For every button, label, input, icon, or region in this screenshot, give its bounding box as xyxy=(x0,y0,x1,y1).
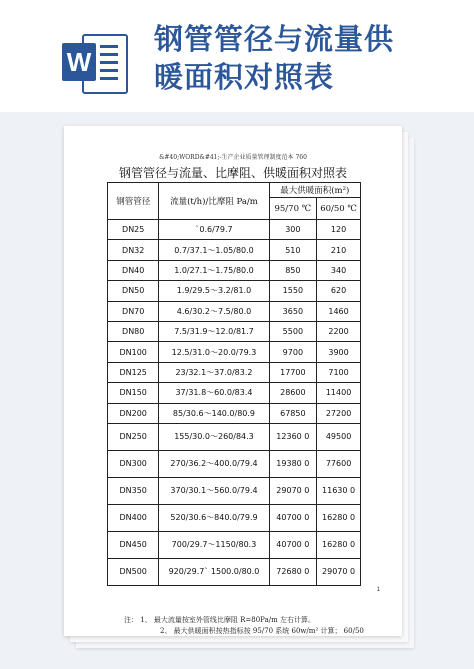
area-60-50-cell: 7100 xyxy=(317,362,361,382)
table-row xyxy=(108,423,361,450)
pipe-table xyxy=(107,182,361,586)
flow-cell: 23/32.1～37.0/83.2 xyxy=(159,362,269,382)
area-60-50-cell: 1460 xyxy=(317,301,361,321)
area-95-70-cell: 40700 0 xyxy=(269,531,317,558)
col-header-95-70: 95/70 ℃ xyxy=(269,198,317,220)
pipe-cell: DN40 xyxy=(108,260,159,280)
col-header-flow: 流量(t/h)/比摩阻 Pa/m xyxy=(159,183,269,220)
col-header-pipe: 钢管管径 xyxy=(108,183,159,220)
table-row xyxy=(108,321,361,341)
pipe-cell: DN200 xyxy=(108,403,159,423)
pipe-cell: DN400 xyxy=(108,504,159,531)
table-row xyxy=(108,220,361,240)
document-page xyxy=(64,126,402,636)
area-60-50-cell: 11630 0 xyxy=(317,477,361,504)
banner xyxy=(0,0,474,112)
pipe-cell: DN150 xyxy=(108,383,159,403)
area-60-50-cell: 3900 xyxy=(317,342,361,362)
area-95-70-cell: 67850 xyxy=(269,403,317,423)
area-95-70-cell: 17700 xyxy=(269,362,317,382)
area-95-70-cell: 12360 0 xyxy=(269,423,317,450)
pipe-cell: DN32 xyxy=(108,240,159,260)
area-95-70-cell: 1550 xyxy=(269,281,317,301)
table-row xyxy=(108,450,361,477)
page-number: 1 xyxy=(376,587,380,593)
area-95-70-cell: 300 xyxy=(269,220,317,240)
pipe-cell: DN450 xyxy=(108,531,159,558)
table-row xyxy=(108,531,361,558)
area-60-50-cell: 16280 0 xyxy=(317,504,361,531)
note-1: 注： 1、 最大流量按室外管线比摩阻 R=80Pa/m 左右计算。 xyxy=(124,616,315,624)
area-95-70-cell: 40700 0 xyxy=(269,504,317,531)
flow-cell: 520/30.6～840.0/79.9 xyxy=(159,504,269,531)
table-row xyxy=(108,558,361,585)
document-header: &#40;WORD&#41;-生产企业质量管理制度范本 760 xyxy=(159,154,307,161)
flow-cell: 7.5/31.9～12.0/81.7 xyxy=(159,321,269,341)
area-60-50-cell: 11400 xyxy=(317,383,361,403)
area-60-50-cell: 620 xyxy=(317,281,361,301)
document-title: 钢管管径与流量、比摩阻、供暖面积对照表 xyxy=(118,166,347,180)
table-row xyxy=(108,383,361,403)
flow-cell: 85/30.6～140.0/80.9 xyxy=(159,403,269,423)
pipe-cell: DN350 xyxy=(108,477,159,504)
area-95-70-cell: 28600 xyxy=(269,383,317,403)
pipe-cell: DN500 xyxy=(108,558,159,585)
pipe-cell: DN80 xyxy=(108,321,159,341)
table-row xyxy=(108,260,361,280)
area-60-50-cell: 120 xyxy=(317,220,361,240)
pipe-cell: DN50 xyxy=(108,281,159,301)
pipe-cell: DN250 xyxy=(108,423,159,450)
area-95-70-cell: 850 xyxy=(269,260,317,280)
table-row xyxy=(108,504,361,531)
note-2: 2、 最大供暖面积按热指标按 95/70 系统 60w/m² 计算； 60/50 xyxy=(160,627,364,635)
flow-cell: 12.5/31.0～20.0/79.3 xyxy=(159,342,269,362)
area-95-70-cell: 3650 xyxy=(269,301,317,321)
word-document-icon xyxy=(62,31,126,93)
word-logo-letter: W xyxy=(62,43,96,81)
col-header-60-50: 60/50 ℃ xyxy=(317,198,361,220)
area-60-50-cell: 16280 0 xyxy=(317,531,361,558)
flow-cell: 1.9/29.5～3.2/81.0 xyxy=(159,281,269,301)
flow-cell: 1.0/27.1～1.75/80.0 xyxy=(159,260,269,280)
banner-title xyxy=(154,20,454,96)
area-60-50-cell: 210 xyxy=(317,240,361,260)
flow-cell: 37/31.8～60.0/83.4 xyxy=(159,383,269,403)
banner-title-line2: 暖面积对照表 xyxy=(154,60,335,94)
pipe-cell: DN125 xyxy=(108,362,159,382)
flow-cell: 0.7/37.1～1.05/80.0 xyxy=(159,240,269,260)
flow-cell: 370/30.1～560.0/79.4 xyxy=(159,477,269,504)
flow-cell: 920/29.7` 1500.0/80.0 xyxy=(159,558,269,585)
area-60-50-cell: 27200 xyxy=(317,403,361,423)
flow-cell: `0.6/79.7 xyxy=(159,220,269,240)
table-header-row xyxy=(108,183,361,198)
area-95-70-cell: 5500 xyxy=(269,321,317,341)
pipe-cell: DN25 xyxy=(108,220,159,240)
table-row xyxy=(108,362,361,382)
area-60-50-cell: 49500 xyxy=(317,423,361,450)
table-row xyxy=(108,342,361,362)
banner-title-line1: 钢管管径与流量供 xyxy=(154,22,395,56)
table-row xyxy=(108,240,361,260)
flow-cell: 700/29.7～1150/80.3 xyxy=(159,531,269,558)
area-95-70-cell: 19380 0 xyxy=(269,450,317,477)
area-95-70-cell: 9700 xyxy=(269,342,317,362)
pipe-cell: DN70 xyxy=(108,301,159,321)
area-60-50-cell: 29070 0 xyxy=(317,558,361,585)
area-95-70-cell: 72680 0 xyxy=(269,558,317,585)
area-60-50-cell: 340 xyxy=(317,260,361,280)
area-60-50-cell: 2200 xyxy=(317,321,361,341)
area-95-70-cell: 510 xyxy=(269,240,317,260)
pipe-cell: DN300 xyxy=(108,450,159,477)
flow-cell: 270/36.2～400.0/79.4 xyxy=(159,450,269,477)
table-row xyxy=(108,477,361,504)
area-60-50-cell: 77600 xyxy=(317,450,361,477)
table-row xyxy=(108,403,361,423)
table-row xyxy=(108,281,361,301)
table-row xyxy=(108,301,361,321)
area-95-70-cell: 29070 0 xyxy=(269,477,317,504)
pipe-cell: DN100 xyxy=(108,342,159,362)
flow-cell: 4.6/30.2～7.5/80.0 xyxy=(159,301,269,321)
col-header-area: 最大供暖面积(m²) xyxy=(269,183,360,198)
flow-cell: 155/30.0～260/84.3 xyxy=(159,423,269,450)
